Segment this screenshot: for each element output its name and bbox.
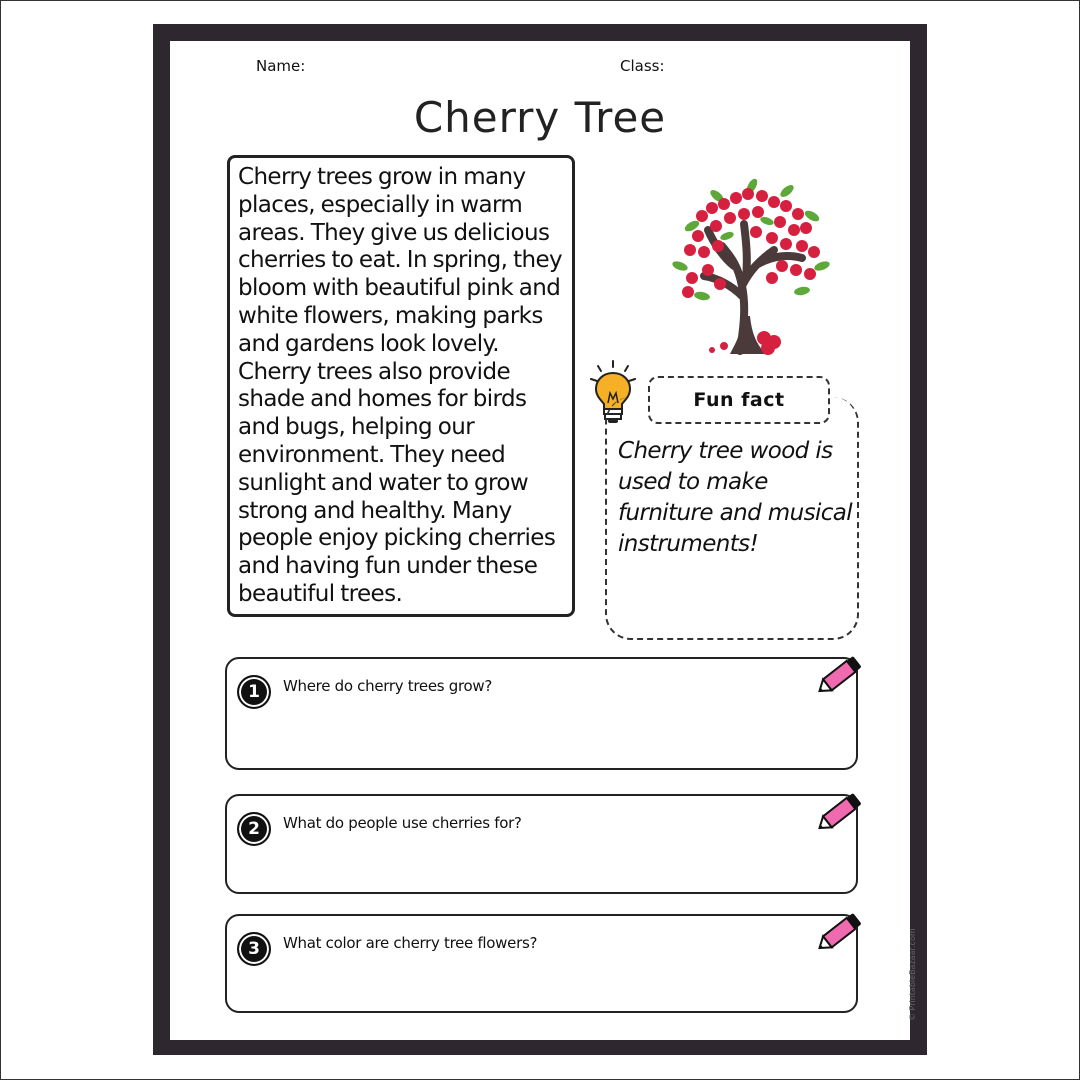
fun-fact-text: Cherry tree wood is used to make furniture and musical instruments! (618, 438, 853, 557)
question-text-3: What color are cherry tree flowers? (283, 934, 538, 952)
question-number-2: 2 (237, 812, 271, 846)
question-box-1[interactable] (225, 657, 858, 770)
pencil-icon (814, 651, 866, 699)
name-label: Name: (256, 57, 306, 75)
fun-fact-label: Fun fact (648, 376, 830, 424)
question-box-3[interactable] (225, 914, 858, 1013)
question-text-1: Where do cherry trees grow? (283, 677, 492, 695)
worksheet-sheet (170, 41, 917, 1040)
pencil-icon (814, 908, 866, 956)
worksheet-page (153, 24, 927, 1055)
class-label: Class: (620, 57, 665, 75)
reading-passage: Cherry trees grow in many places, especially in warm areas. They give us delicious cherries to eat. In spring, they bloom with beautiful pink and white flowers, making parks and gardens look lovely. Cherry trees also provide shade and homes for birds and bugs, helping our environment. They need sunlight and water to grow strong and healthy. Many people enjoy picking cherries and having fun under these beautiful trees. (227, 155, 575, 617)
pencil-icon (814, 788, 866, 836)
question-number-1: 1 (237, 675, 271, 709)
question-number-3: 3 (237, 932, 271, 966)
question-box-2[interactable] (225, 794, 858, 894)
page-title: Cherry Tree (413, 93, 667, 142)
copyright-text: © PrintableBazaar.com (908, 928, 917, 1021)
cherry-tree-illustration (662, 166, 832, 356)
question-text-2: What do people use cherries for? (283, 814, 522, 832)
